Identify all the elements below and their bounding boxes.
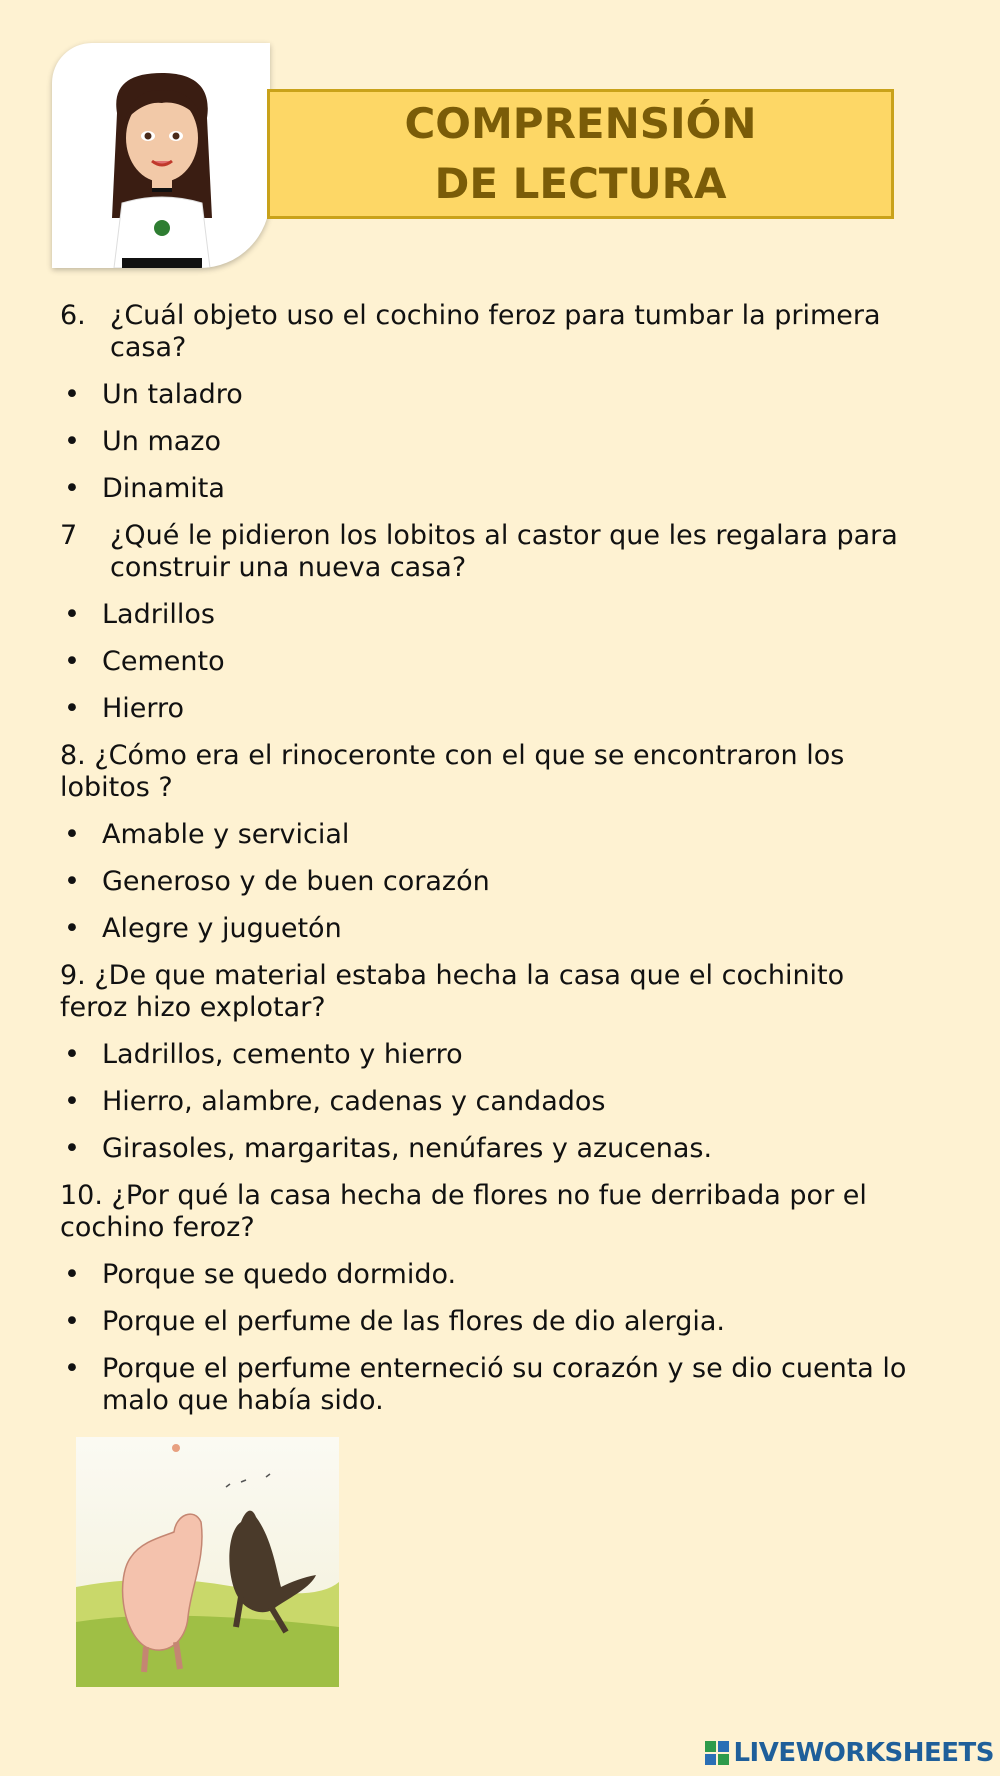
option-label: Porque el perfume de las flores de dio alergia. bbox=[102, 1306, 726, 1337]
answer-option[interactable] bbox=[60, 1039, 920, 1071]
answer-option[interactable] bbox=[60, 599, 920, 631]
option-label: Dinamita bbox=[102, 473, 225, 504]
bullet-icon: • bbox=[64, 1039, 80, 1070]
option-label: Ladrillos bbox=[102, 599, 215, 630]
answer-option[interactable] bbox=[60, 1353, 920, 1417]
option-label: Amable y servicial bbox=[102, 819, 350, 850]
answer-option[interactable] bbox=[60, 426, 920, 458]
bullet-icon: • bbox=[64, 819, 80, 850]
answer-option[interactable] bbox=[60, 1306, 920, 1338]
question-number: 7 bbox=[60, 520, 78, 551]
option-label: Hierro bbox=[102, 693, 185, 724]
option-label: Alegre y juguetón bbox=[102, 913, 342, 944]
option-label: Un mazo bbox=[102, 426, 221, 457]
question-block-10 bbox=[60, 1180, 920, 1417]
answer-option[interactable] bbox=[60, 913, 920, 945]
answer-option[interactable] bbox=[60, 1086, 920, 1118]
answer-option[interactable] bbox=[60, 819, 920, 851]
answer-option[interactable] bbox=[60, 1259, 920, 1291]
question-block-9 bbox=[60, 960, 920, 1165]
bullet-icon: • bbox=[64, 646, 80, 677]
question-label: ¿Cuál objeto uso el cochino feroz para tumbar la primera casa? bbox=[110, 300, 881, 363]
answer-option[interactable] bbox=[60, 379, 920, 411]
bullet-icon: • bbox=[64, 866, 80, 897]
bullet-icon: • bbox=[64, 473, 80, 504]
question-text bbox=[60, 300, 920, 364]
bullet-icon: • bbox=[64, 1306, 80, 1337]
answer-option[interactable] bbox=[60, 1133, 920, 1165]
option-label: Generoso y de buen corazón bbox=[102, 866, 490, 897]
bullet-icon: • bbox=[64, 599, 80, 630]
liveworksheets-logo-icon bbox=[705, 1741, 729, 1765]
bullet-icon: • bbox=[64, 426, 80, 457]
question-list bbox=[60, 300, 920, 1432]
option-label: Un taladro bbox=[102, 379, 243, 410]
question-block-6 bbox=[60, 300, 920, 505]
bullet-icon: • bbox=[64, 379, 80, 410]
pig-and-wolf-illustration bbox=[76, 1437, 339, 1687]
option-label: Hierro, alambre, cadenas y candados bbox=[102, 1086, 606, 1117]
title-banner bbox=[267, 89, 894, 219]
avatar-illustration bbox=[52, 43, 270, 268]
brand-footer bbox=[705, 1738, 994, 1768]
question-text: 8. ¿Cómo era el rinoceronte con el que se encontraron los lobitos ? bbox=[60, 740, 845, 803]
bullet-icon: • bbox=[64, 1259, 80, 1290]
answer-option[interactable] bbox=[60, 473, 920, 505]
bullet-icon: • bbox=[64, 1353, 80, 1384]
question-block-7 bbox=[60, 520, 920, 725]
option-label: Porque se quedo dormido. bbox=[102, 1259, 457, 1290]
answer-option[interactable] bbox=[60, 866, 920, 898]
bullet-icon: • bbox=[64, 1086, 80, 1117]
option-label: Girasoles, margaritas, nenúfares y azucenas. bbox=[102, 1133, 713, 1164]
answer-option[interactable] bbox=[60, 646, 920, 678]
option-label: Porque el perfume enterneció su corazón y se dio cuenta lo malo que había sido. bbox=[102, 1353, 907, 1416]
question-number: 6. bbox=[60, 300, 86, 331]
question-text bbox=[60, 520, 920, 584]
question-text: 9. ¿De que material estaba hecha la casa que el cochinito feroz hizo explotar? bbox=[60, 960, 845, 1023]
bullet-icon: • bbox=[64, 693, 80, 724]
page-title: COMPRENSIÓN DE LECTURA bbox=[404, 99, 757, 208]
answer-option[interactable] bbox=[60, 693, 920, 725]
avatar-card bbox=[52, 43, 270, 268]
question-text: 10. ¿Por qué la casa hecha de flores no fue derribada por el cochino feroz? bbox=[60, 1180, 867, 1243]
bullet-icon: • bbox=[64, 1133, 80, 1164]
option-label: Cemento bbox=[102, 646, 225, 677]
bullet-icon: • bbox=[64, 913, 80, 944]
question-label: ¿Qué le pidieron los lobitos al castor que les regalara para construir una nueva casa? bbox=[110, 520, 898, 583]
option-label: Ladrillos, cemento y hierro bbox=[102, 1039, 463, 1070]
brand-name: LIVEWORKSHEETS bbox=[733, 1738, 994, 1768]
question-block-8 bbox=[60, 740, 920, 945]
story-illustration bbox=[76, 1437, 339, 1687]
